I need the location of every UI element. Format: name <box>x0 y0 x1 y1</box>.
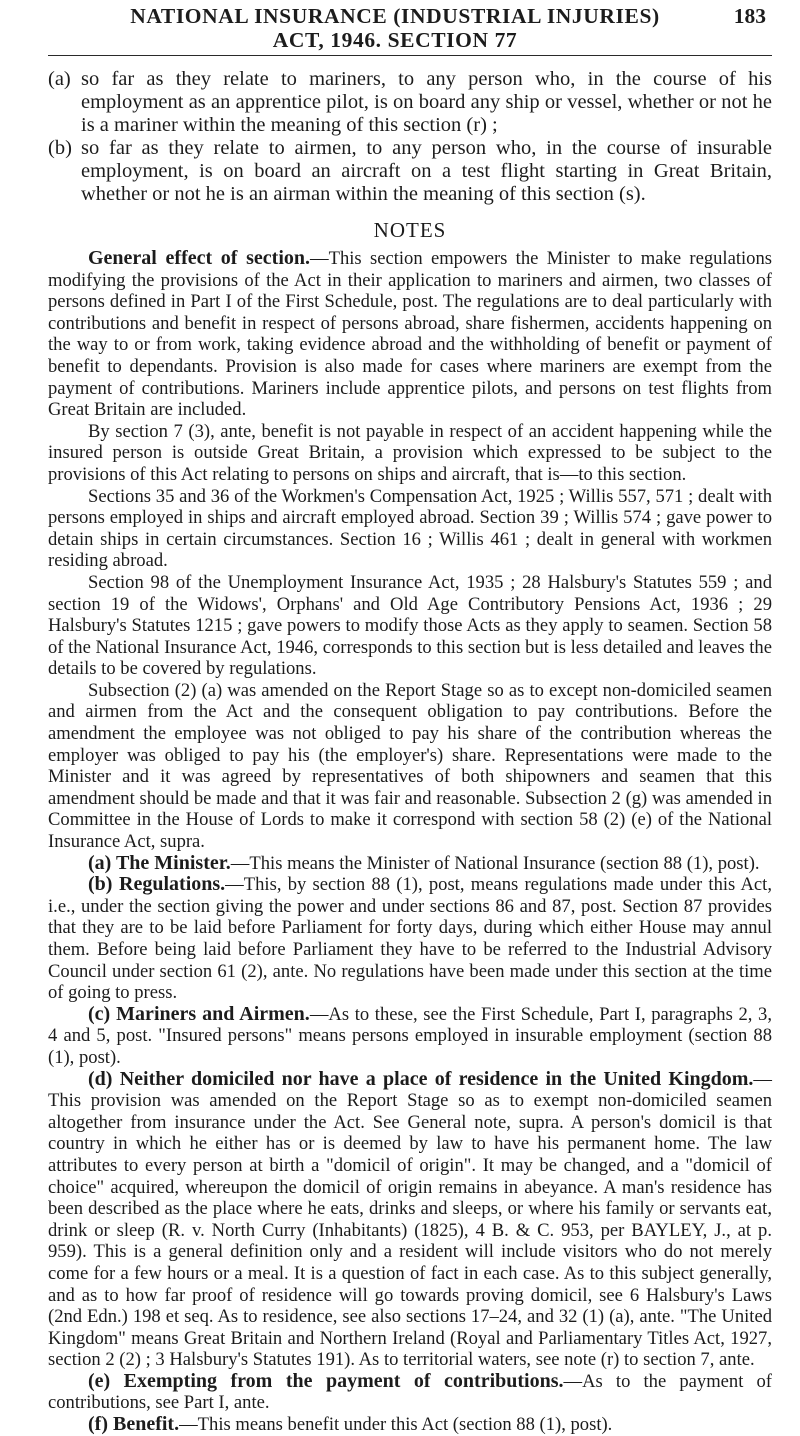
clause-text: so far as they relate to mariners, to any person who, in the course of his employment as an apprentice pilot, is on board any ship or vessel, whether or not he is a mariner within the meaning of this section (r) ; <box>81 68 772 136</box>
note-paragraph <box>48 421 772 486</box>
clause-text: so far as they relate to airmen, to any person who, in the course of insurable employment, is on board an aircraft on a test flight starting in Great Britain, whether or not he is an airman within the meaning of this section (s). <box>81 137 772 205</box>
note-paragraph <box>48 874 772 1004</box>
note-text: —This means benefit under this Act (section 88 (1), post). <box>179 1414 613 1436</box>
running-head <box>48 0 772 56</box>
note-text: Section 98 of the Unemployment Insurance Act, 1935 ; 28 Halsbury's Statutes 559 ; and section 19 of the Widows', Orphans' and Old Age Contributory Pensions Act, 1936 ; 29 Halsbury's Statutes 1215 ; gave powers to modify those Acts as they apply to seamen. Section 58 of the National Insurance Act, 1946, corresponds to this section but is less detailed and leaves the details to be covered by regulations. <box>48 571 772 680</box>
notes-title: NOTES <box>373 218 447 242</box>
note-paragraph <box>48 1414 772 1436</box>
note-heading: (f) Benefit. <box>88 1413 180 1436</box>
note-heading: (e) Exempting from the payment of contributions. <box>88 1369 564 1392</box>
running-title-line-2: ACT, 1946. SECTION 77 <box>272 28 518 52</box>
note-text: —As to these, see the First Schedule, Part I, paragraphs 2, 3, 4 and 5, post. "Insured persons" means persons employed in insurable employment (section 88 (1), post). <box>48 1003 772 1068</box>
clause-a <box>48 68 772 137</box>
page-number: 183 <box>733 4 766 28</box>
note-text: Subsection (2) (a) was amended on the Report Stage so as to except non-domiciled seamen and airmen from the Act and the consequent obligation to pay contributions. Before the amendment the employee was not obliged to pay his share of the contribution whereas the employer was obliged to pay his (the employer's) share. Representations were made to the Minister and it was agreed by representatives of both shipowners and seamen that this amendment should be made and that it was fair and reasonable. Subsection 2 (g) was amended in Committee in the House of Lords to make it correspond with section 58 (2) (e) of the National Insurance Act, supra. <box>48 679 772 853</box>
note-text: Sections 35 and 36 of the Workmen's Compensation Act, 1925 ; Willis 557, 571 ; dealt with persons employed in ships and aircraft employed abroad. Section 39 ; Willis 574 ; gave power to detain ships in certain circumstances. Section 16 ; Willis 461 ; dealt in general with workmen residing abroad. <box>48 485 772 572</box>
note-paragraph <box>48 248 772 421</box>
note-text: —This section empowers the Minister to make regulations modifying the provisions of the Act in their application to mariners and airmen, two classes of persons defined in Part I of the First Schedule, post. The regulations are to deal particularly with contributions and benefit in respect of persons abroad, share fishermen, accidents happening on the way to or from work, taking evidence abroad and the withholding of benefit or payment of benefit to dependants. Provision is also made for cases where mariners are exempt from the payment of contributions. Mariners include apprentice pilots, and persons on test flights from Great Britain are included. <box>48 248 772 421</box>
note-text: By section 7 (3), ante, benefit is not payable in respect of an accident happening while the insured person is outside Great Britain, a provision which expressed to be subject to the provisions of this Act relating to persons on ships and aircraft, that is—to this section. <box>48 420 772 485</box>
notes-body <box>48 248 772 1436</box>
clause-b <box>48 137 772 206</box>
note-heading: (d) Neither domiciled nor have a place of residence in the United Kingdom. <box>88 1067 754 1090</box>
note-paragraph <box>48 680 772 853</box>
note-heading: (a) The Minister. <box>88 851 231 874</box>
note-heading: (c) Mariners and Airmen. <box>88 1002 310 1025</box>
note-paragraph <box>48 486 772 572</box>
note-heading: (b) Regulations. <box>88 873 226 896</box>
clause-marker: (a) <box>48 68 71 90</box>
note-paragraph <box>48 1371 772 1414</box>
note-heading: General effect of section. <box>88 247 311 269</box>
note-paragraph <box>48 1069 772 1371</box>
note-paragraph <box>48 853 772 875</box>
note-text: —This, by section 88 (1), post, means regulations made under this Act, i.e., under the section giving the power and under sections 86 and 87, post. Section 87 provides that they are to be laid before Parliament for forty days, during which either House may annul them. Before being laid before Parliament they have to be referred to the Industrial Advisory Council under section 61 (2), ante. No regulations have been made under this section at the time of going to press. <box>48 874 772 1004</box>
note-text: —This means the Minister of National Insurance (section 88 (1), post). <box>230 852 760 874</box>
header-rule <box>48 55 772 56</box>
note-paragraph <box>48 572 772 680</box>
running-title-line-1: NATIONAL INSURANCE (INDUSTRIAL INJURIES) <box>130 4 660 28</box>
running-title <box>48 4 772 52</box>
note-paragraph <box>48 1004 772 1069</box>
clause-marker: (b) <box>48 137 72 159</box>
note-text: —As to the payment of contributions, see Part I, ante. <box>48 1370 772 1414</box>
note-text: —This provision was amended on the Report Stage so as to exempt non-domiciled seamen altogether from insurance under the Act. See General note, supra. A person's domicil is that country in which he either has or is deemed by law to have his permanent home. The law attributes to every person at birth a "domicil of origin". It may be changed, and a "domicil of choice" acquired, whereupon the domicil of origin remains in abeyance. A man's residence has been described as the place where he eats, drinks and sleeps, or where his family or servants eat, drink or sleep (R. v. North Curry (Inhabitants) (1825), 4 B. & C. 953, per BAYLEY, J., at p. 959). This is a general definition only and a resident will include visitors who do not merely come for a few hours or a meal. It is a question of fact in each case. As to this subject generally, and as to how far proof of residence will go towards proving domicil, see 6 Halsbury's Laws (2nd Edn.) 198 et seq. As to residence, see also sections 17–24, and 32 (1) (a), ante. "The United Kingdom" means Great Britain and Northern Ireland (Royal and Parliamentary Titles Act, 1927, section 2 (2) ; 3 Halsbury's Statutes 191). As to territorial waters, see note (r) to section 7, ante. <box>48 1068 772 1371</box>
section-clauses <box>48 68 772 206</box>
